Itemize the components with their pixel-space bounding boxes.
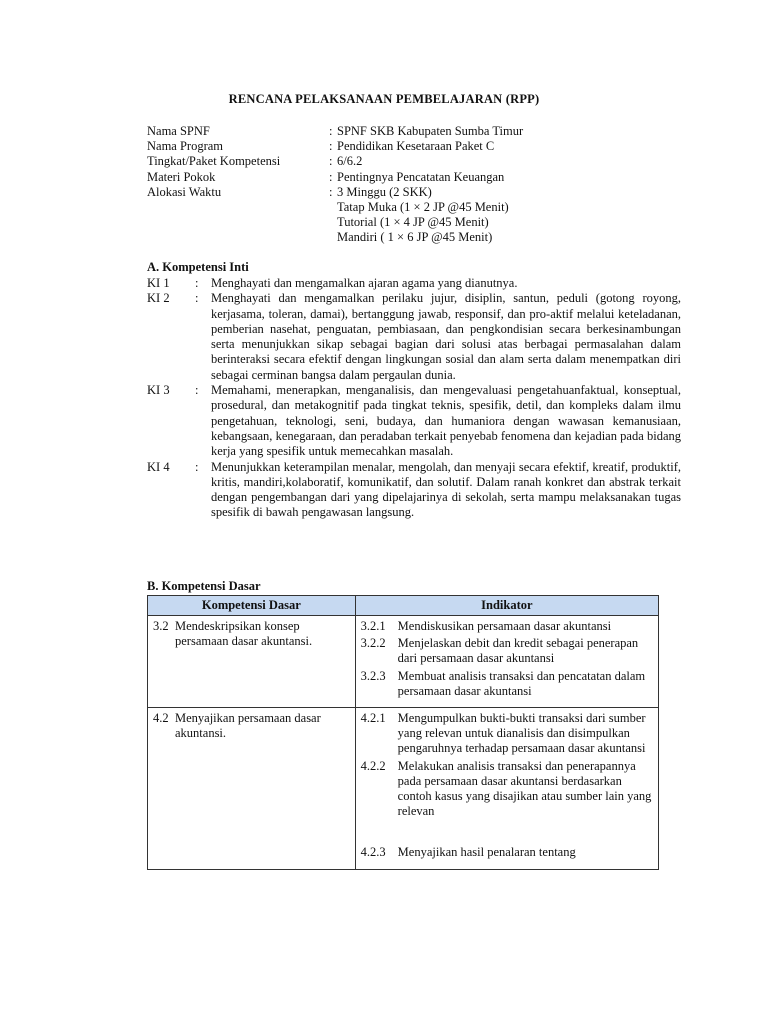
- ki-text: Menunjukkan keterampilan menalar, mengolah, dan menyaji secara efektif, kreatif, produktif, kritis, mandiri,kolaboratif, komunikatif, dan solutif. Dalam ranah konkret dan abstrak terkait dengan pengembangan dari yang dipelajarinya di sekolah, serta mampu melaksanakan tugas spesifik di bawah pengawasan langsung.: [211, 459, 681, 520]
- kd-cell: [148, 616, 356, 708]
- ki-code: KI 4: [147, 459, 170, 474]
- kd-number: 3.2: [153, 619, 169, 633]
- document-title: RENCANA PELAKSANAAN PEMBELAJARAN (RPP): [228, 92, 540, 106]
- section-a-heading: A. Kompetensi Inti: [147, 260, 249, 274]
- indicator-text: Membuat analisis transaksi dan pencatatan dalam persamaan dasar akuntansi: [397, 668, 646, 698]
- column-header-indikator: Indikator: [355, 596, 658, 616]
- identity-separator: :: [329, 154, 333, 169]
- alokasi-detail-row: [147, 200, 677, 215]
- ki-separator: :: [195, 459, 199, 474]
- ki-text: Memahami, menerapkan, menganalisis, dan mengevaluasi pengetahuanfaktual, konseptual, prosedural, dan metakognitif pada tingkat teknis, spesifik, detil, dan kompleks dalam ilmu pengetahuan, teknologi, seni, budaya, dan humaniora dengan wawasan kemanusiaan, kebangsaan, kenegaraan, dan peradaban terkait penyebab fenomena dan kejadian pada bidang kerja yang spesifik untuk memecahkan masalah.: [211, 383, 681, 459]
- alokasi-detail-row: [147, 230, 677, 245]
- indicator-number: 3.2.3: [360, 668, 386, 683]
- ki-item: [147, 276, 683, 291]
- kd-cell: [148, 708, 356, 870]
- identity-row: [147, 185, 677, 200]
- identity-separator: :: [329, 124, 333, 138]
- ki-text: Menghayati dan mengamalkan ajaran agama yang dianutnya.: [211, 276, 518, 290]
- ki-separator: :: [195, 276, 199, 290]
- indicator-number: 4.2.1: [360, 711, 386, 726]
- indicator-item: [361, 619, 654, 634]
- ki-code: KI 1: [147, 276, 170, 290]
- alokasi-detail: Mandiri ( 1 × 6 JP @45 Menit): [337, 230, 493, 245]
- ki-code: KI 3: [147, 383, 170, 398]
- identity-block: [147, 124, 677, 246]
- indicator-number: 4.2.2: [360, 758, 386, 773]
- ki-text: Menghayati dan mengamalkan perilaku jujur, disiplin, santun, peduli (gotong royong, kerjasama, toleran, damai), bertanggung jawab, responsif, dan pro-aktif melalui keteladanan, pemberian nasehat, penguatan, pembiasaan, dan pengkondisian secara berkesinambungan serta menunjukkan sikap sebagai bagian dari solusi atas berbagai permasalahan dalam berinteraksi secara efektif dengan lingkungan sosial dan alam serta dalam menempatkan diri sebagai cerminan bangsa dalam pergaulan dunia.: [211, 291, 681, 382]
- kd-text: Mendeskripsikan konsep persamaan dasar akuntansi.: [175, 619, 313, 649]
- indicator-item: [361, 845, 654, 860]
- ki-item: [147, 291, 683, 383]
- indicator-text: Mengumpulkan bukti-bukti transaksi dari sumber yang relevan untuk dianalisis dan disimpulkan pengaruhnya terhadap persamaan dasar akuntansi: [397, 711, 646, 756]
- identity-separator: :: [329, 139, 333, 154]
- ki-item: [147, 460, 683, 521]
- kd-number: 4.2: [153, 711, 169, 726]
- indicator-text: Menjelaskan debit dan kredit sebagai penerapan dari persamaan dasar akuntansi: [397, 636, 639, 666]
- kompetensi-inti-list: [147, 276, 683, 521]
- kd-text: Menyajikan persamaan dasar akuntansi.: [175, 711, 321, 741]
- identity-row: [147, 139, 677, 154]
- column-header-kompetensi-dasar: Kompetensi Dasar: [148, 596, 356, 616]
- identity-row: [147, 154, 677, 169]
- table-header-row: [148, 596, 659, 616]
- indicator-number: 3.2.2: [360, 636, 386, 651]
- indicator-item: [361, 669, 654, 699]
- indicator-item: [361, 636, 654, 666]
- section-b-heading: B. Kompetensi Dasar: [147, 579, 261, 593]
- identity-separator: :: [329, 169, 333, 184]
- indicator-cell: [355, 708, 658, 870]
- identity-label: Tingkat/Paket Kompetensi: [147, 154, 281, 169]
- ki-code: KI 2: [147, 291, 170, 306]
- identity-row: [147, 170, 677, 185]
- indicator-number: 3.2.1: [360, 619, 386, 633]
- indicator-text: Menyajikan hasil penalaran tentang: [397, 845, 576, 860]
- ki-separator: :: [195, 291, 199, 306]
- identity-label: Materi Pokok: [147, 169, 216, 184]
- identity-row: [147, 124, 677, 139]
- table-row: [148, 708, 659, 870]
- indicator-number: 4.2.3: [360, 845, 386, 860]
- indicator-cell: [355, 616, 658, 708]
- identity-value: SPNF SKB Kabupaten Sumba Timur: [337, 124, 524, 138]
- identity-value: 6/6.2: [337, 154, 363, 169]
- identity-value: Pentingnya Pencatatan Keuangan: [337, 169, 505, 184]
- alokasi-detail-row: [147, 215, 677, 230]
- indicator-text: Mendiskusikan persamaan dasar akuntansi: [397, 619, 612, 633]
- ki-separator: :: [195, 383, 199, 398]
- ki-item: [147, 383, 683, 459]
- indicator-item: [361, 759, 654, 820]
- indicator-text: Melakukan analisis transaksi dan penerapannya pada persamaan dasar akuntansi berdasarkan contoh kasus yang disajikan atau sumber lain yang relevan: [397, 758, 652, 819]
- table-row: [148, 616, 659, 708]
- identity-label: Nama Program: [147, 139, 224, 154]
- identity-label: Nama SPNF: [147, 124, 210, 138]
- alokasi-detail: Tutorial (1 × 4 JP @45 Menit): [337, 215, 489, 230]
- indicator-item: [361, 711, 654, 757]
- identity-separator: :: [329, 184, 333, 199]
- identity-label: Alokasi Waktu: [147, 184, 222, 199]
- identity-value: 3 Minggu (2 SKK): [337, 184, 432, 199]
- kompetensi-dasar-table: [147, 595, 659, 870]
- identity-value: Pendidikan Kesetaraan Paket C: [337, 139, 495, 154]
- alokasi-detail: Tatap Muka (1 × 2 JP @45 Menit): [337, 200, 509, 215]
